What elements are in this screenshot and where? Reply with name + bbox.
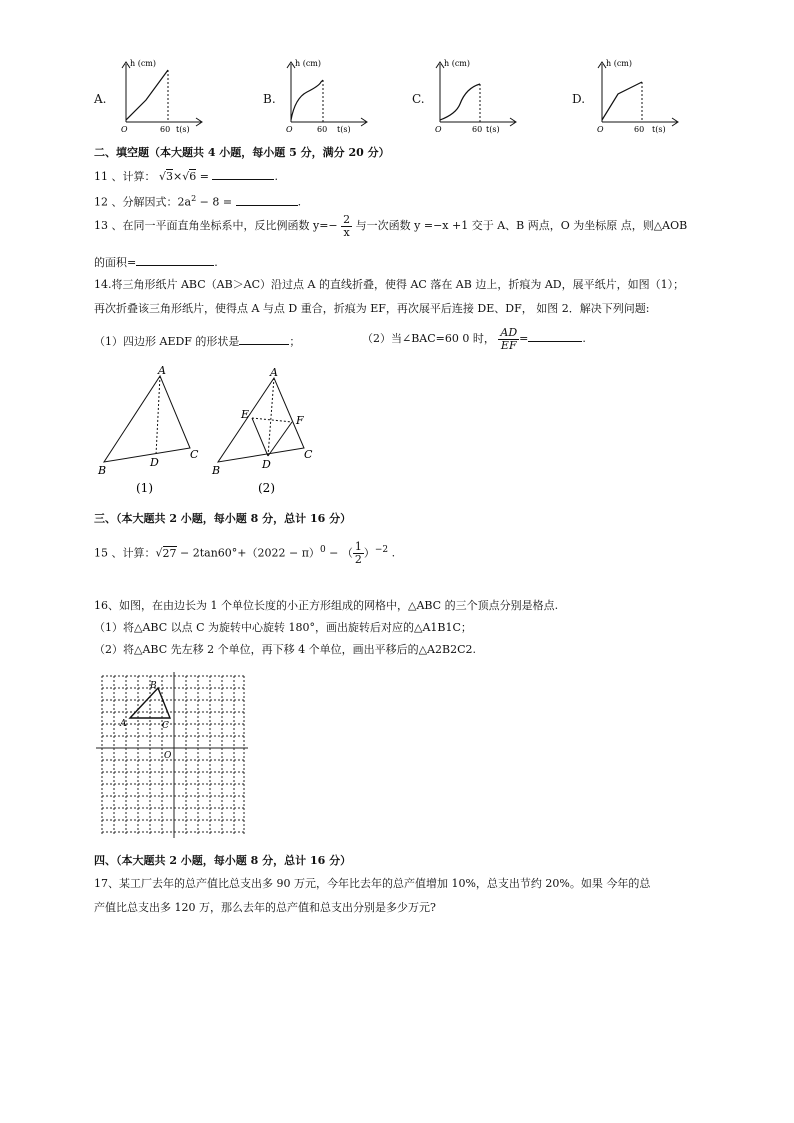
vertex-b: B	[98, 464, 107, 477]
tick-label: 60	[634, 125, 645, 134]
grid-figure	[96, 672, 248, 838]
question-14-part1: （1）四边形 AEDF 的形状是 ；	[94, 335, 301, 348]
figure-1	[94, 364, 214, 496]
vertex-f: F	[296, 414, 304, 427]
option-b[interactable]	[263, 58, 373, 138]
vertex-c: C	[190, 448, 199, 461]
tick-label: 60	[160, 125, 171, 134]
vertex-b: B	[150, 681, 157, 691]
curve-a	[126, 70, 168, 120]
question-14-line2: 再次折叠该三角形纸片，使得点 A 与点 D 重合，折痕为 EF，再次展平后连接 DE、DF， 如图 2．解决下列问题:	[94, 302, 650, 315]
curve-b	[291, 80, 323, 120]
sqrt-3: √3	[159, 170, 174, 183]
fraction: $\frac{2}{x}$	[343, 212, 351, 239]
question-13-line2: 的面积= .	[94, 256, 218, 269]
axis-y-label: h (cm)	[295, 59, 322, 68]
vertex-b: B	[212, 464, 221, 477]
vertex-c: C	[304, 448, 313, 461]
vertex-a: A	[158, 364, 166, 377]
graph-c	[430, 58, 520, 136]
vertex-d: D	[262, 458, 271, 471]
question-16-line1: 16、如图，在由边长为 1 个单位长度的小正方形组成的网格中，△ABC 的三个顶点分别是格点.	[94, 599, 559, 612]
curve-c	[440, 84, 480, 120]
option-letter: C.	[412, 92, 425, 106]
axis-x-label: t(s)	[176, 125, 190, 134]
vertex-d: D	[150, 456, 159, 469]
grid-lines	[102, 676, 244, 834]
fraction: $\frac{1}{2}$	[354, 540, 362, 567]
graph-a	[116, 58, 206, 136]
option-letter: B.	[263, 92, 276, 106]
option-a[interactable]	[94, 58, 204, 138]
question-13-line1: 13 、在同一平面直角坐标系中，反比例函数 y=− $\frac{2}{x}$ 与一次函数 y =−x +1 交于 A、B 两点，O 为坐标原 点，则△AOB	[94, 212, 688, 239]
option-d[interactable]	[572, 58, 682, 138]
section-heading: 三、（本大题共 2 小题，每小题 8 分，总计 16 分）	[94, 512, 352, 525]
option-letter: A.	[94, 92, 107, 106]
figure-caption: (2)	[258, 481, 275, 495]
question-16-line2: （1）将△ABC 以点 C 为旋转中心旋转 180°，画出旋转后对应的△A1B1C；	[94, 621, 472, 634]
segment-de	[252, 418, 268, 456]
section-heading: 二、填空题（本大题共 4 小题，每小题 5 分，满分 20 分）	[94, 146, 390, 159]
triangle-abc	[104, 376, 190, 462]
axis-x-label: t(s)	[486, 125, 500, 134]
answer-blank[interactable]	[212, 168, 274, 180]
origin-label: O	[597, 125, 604, 134]
vertex-c: C	[162, 721, 169, 731]
triangle-abc	[218, 378, 304, 462]
question-17-line1: 17、某工厂去年的总产值比总支出多 90 万元，今年比去年的总产值增加 10%，总支出节约 20%。如果 今年的总	[94, 877, 651, 890]
fraction: $\frac{AD}{EF}$	[500, 325, 518, 352]
vertex-e: E	[241, 408, 250, 421]
graph-b	[281, 58, 371, 136]
origin-label: O	[286, 125, 293, 134]
tick-label: 60	[317, 125, 328, 134]
answer-blank[interactable]	[136, 254, 214, 266]
sqrt-6: √6	[182, 170, 197, 183]
axis-y-label: h (cm)	[444, 59, 471, 68]
axis-y-label: h (cm)	[130, 59, 157, 68]
section-heading: 四、（本大题共 2 小题，每小题 8 分，总计 16 分）	[94, 854, 352, 867]
axis-y-label: h (cm)	[606, 59, 633, 68]
question-14-part2: （2）当∠BAC=60 0 时， $\frac{AD}{EF}$ = .	[362, 325, 586, 352]
answer-blank[interactable]	[239, 333, 289, 345]
question-17-line2: 产值比总支出多 120 万，那么去年的总产值和总支出分别是多少万元?	[94, 901, 436, 914]
origin-label: O	[435, 125, 442, 134]
question-15: 15 、计算：$√27 - 2\tan 60^\circ+(2022 - \pi)^0$ − （ $\frac{1}{2}$ ）$^{-2}$ .	[94, 540, 396, 567]
origin-label: O	[164, 751, 172, 761]
question-14-line1: 14.将三角形纸片 ABC（AB＞AC）沿过点 A 的直线折叠，使得 AC 落在 AB 边上，折痕为 AD，展平纸片，如图（1）；	[94, 278, 685, 291]
fold-line-ad	[268, 378, 274, 456]
answer-blank[interactable]	[236, 194, 298, 206]
axis-x-label: t(s)	[337, 125, 351, 134]
question-11: 11 、计算： √3×√6 = .	[94, 170, 278, 183]
figure-caption: (1)	[136, 481, 153, 495]
question-12: 12 、分解因式：$2a^2 - 8$ = .	[94, 194, 302, 209]
origin-label: O	[121, 125, 128, 134]
answer-blank[interactable]	[528, 330, 582, 342]
question-16-line3: （2）将△ABC 先左移 2 个单位，再下移 4 个单位，画出平移后的△A2B2C2.	[94, 643, 476, 656]
vertex-a: A	[270, 366, 278, 379]
fold-line-ad	[156, 376, 160, 455]
axis-x-label: t(s)	[652, 125, 666, 134]
tick-label: 60	[472, 125, 483, 134]
vertex-a: A	[120, 719, 127, 729]
option-letter: D.	[572, 92, 586, 106]
figure-2	[208, 364, 328, 496]
sqrt-27: √27	[155, 546, 177, 560]
graph-d	[592, 58, 682, 136]
fold-line-ef	[252, 418, 292, 422]
option-c[interactable]	[412, 58, 522, 138]
curve-d	[602, 82, 642, 120]
